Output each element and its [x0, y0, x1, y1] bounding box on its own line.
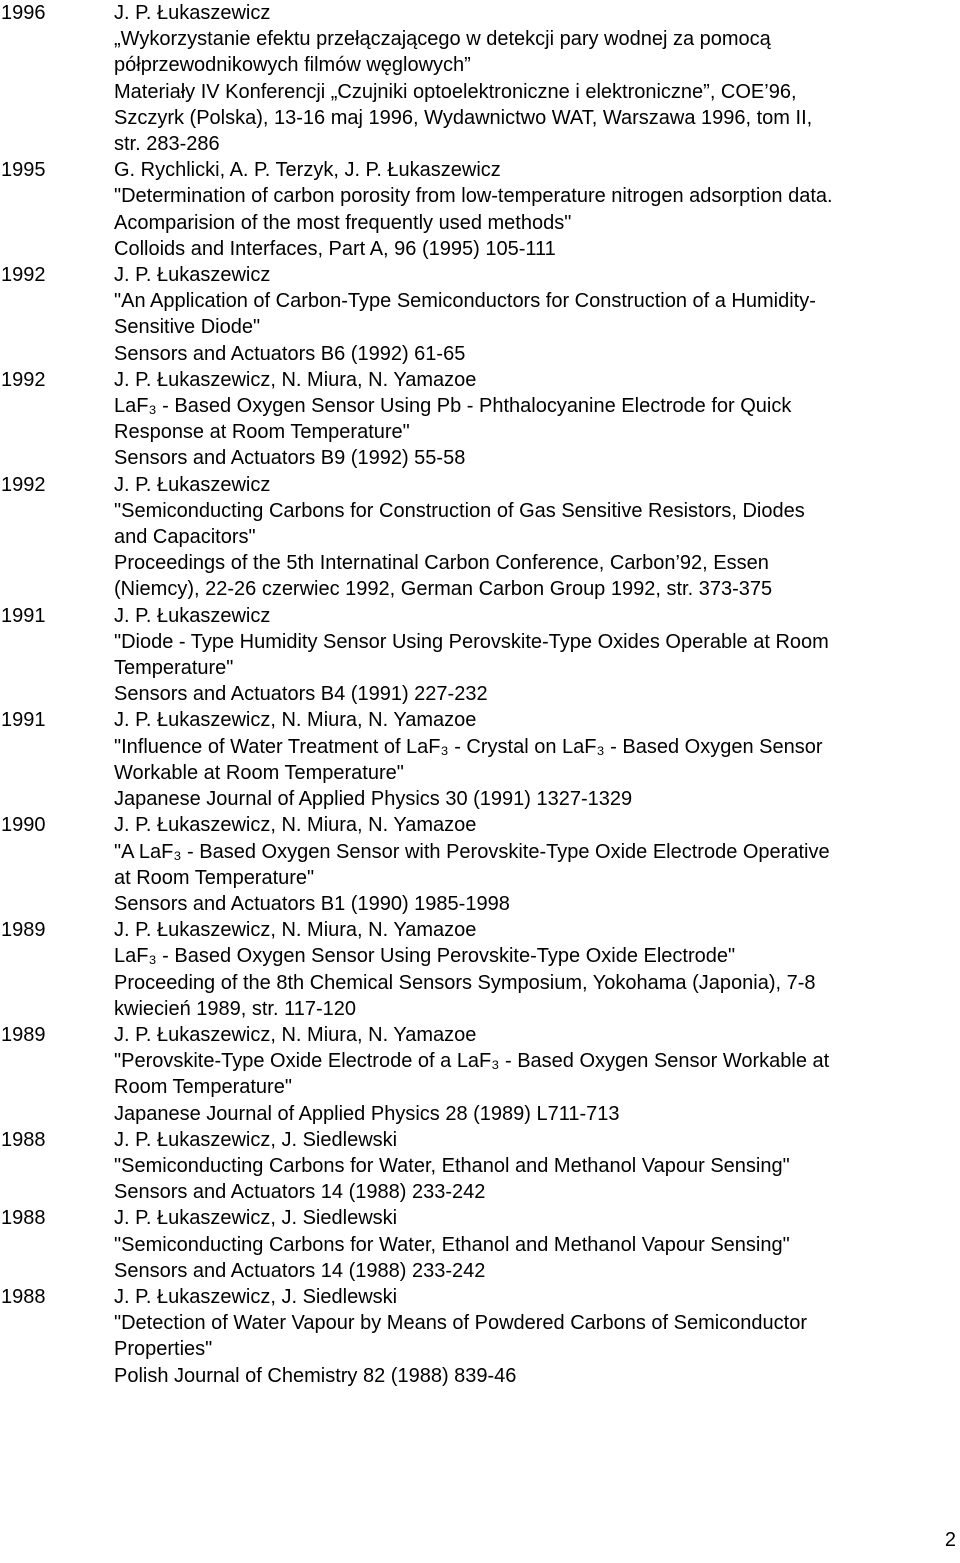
publication-line: Proceedings of the 5th Internatinal Carbon Conference, Carbon’92, Essen: [114, 552, 769, 575]
publication-year: 1992: [1, 473, 46, 496]
publication-entry: [0, 1022, 960, 1127]
publication-line: Sensors and Actuators B4 (1991) 227-232: [114, 683, 488, 706]
publication-line: "A LaF₃ - Based Oxygen Sensor with Perovskite-Type Oxide Electrode Operative: [114, 840, 830, 863]
publication-line: J. P. Łukaszewicz: [114, 264, 271, 287]
publication-year: 1996: [1, 2, 46, 24]
publication-line: J. P. Łukaszewicz: [114, 473, 271, 496]
publication-line: kwiecień 1989, str. 117-120: [114, 997, 357, 1020]
publication-line: Japanese Journal of Applied Physics 28 (1989) L711-713: [114, 1102, 620, 1125]
publication-line: "Semiconducting Carbons for Construction of Gas Sensitive Resistors, Diodes: [114, 499, 805, 522]
page-number: 2: [944, 1529, 956, 1551]
publication-year: 1990: [1, 814, 46, 837]
publication-line: półprzewodnikowych filmów węglowych”: [114, 54, 471, 77]
publication-line: at Room Temperature": [114, 866, 315, 889]
publication-line: J. P. Łukaszewicz: [114, 604, 271, 627]
publication-year: 1992: [1, 368, 46, 391]
publication-line: Szczyrk (Polska), 13-16 maj 1996, Wydawnictwo WAT, Warszawa 1996, tom II,: [114, 106, 813, 129]
publication-line: Room Temperature": [114, 1076, 292, 1099]
publication-year: 1988: [1, 1285, 46, 1308]
publication-year: 1992: [1, 264, 46, 287]
publication-year: 1995: [1, 159, 46, 182]
publication-line: Temperature": [114, 657, 234, 680]
publication-details: [114, 707, 960, 812]
publication-line: G. Rychlicki, A. P. Terzyk, J. P. Łukaszewicz: [114, 159, 501, 182]
publication-line: "Determination of carbon porosity from low-temperature nitrogen adsorption data.: [114, 185, 833, 208]
publication-line: Properties": [114, 1338, 213, 1361]
publication-line: J. P. Łukaszewicz, N. Miura, N. Yamazoe: [114, 814, 477, 837]
publication-year: 1989: [1, 919, 46, 942]
publication-line: LaF₃ - Based Oxygen Sensor Using Perovskite-Type Oxide Electrode": [114, 945, 736, 968]
publication-entry: [0, 1127, 960, 1206]
publication-details: [114, 917, 960, 1022]
publication-details: [114, 1205, 960, 1284]
publication-year: 1991: [1, 709, 46, 732]
publication-details: [114, 0, 960, 157]
publication-entry: [0, 262, 960, 367]
publication-entry: [0, 917, 960, 1022]
publication-line: Sensitive Diode": [114, 316, 261, 339]
publication-details: [114, 1284, 960, 1389]
publication-line: J. P. Łukaszewicz, J. Siedlewski: [114, 1207, 398, 1230]
publication-line: J. P. Łukaszewicz, N. Miura, N. Yamazoe: [114, 1023, 477, 1046]
publication-line: Workable at Room Temperature": [114, 761, 404, 784]
publication-line: Colloids and Interfaces, Part A, 96 (1995) 105-111: [114, 237, 556, 260]
publication-entry: [0, 603, 960, 708]
publication-entry: [0, 472, 960, 603]
publication-line: J. P. Łukaszewicz, J. Siedlewski: [114, 1128, 398, 1151]
publication-line: "Semiconducting Carbons for Water, Ethanol and Methanol Vapour Sensing": [114, 1233, 790, 1256]
publication-details: [114, 1127, 960, 1206]
publication-details: [114, 812, 960, 917]
publication-line: str. 283-286: [114, 133, 220, 156]
publication-line: Sensors and Actuators B1 (1990) 1985-1998: [114, 892, 510, 915]
publication-line: Sensors and Actuators B6 (1992) 61-65: [114, 342, 466, 365]
publication-entry: [0, 367, 960, 472]
publication-details: [114, 603, 960, 708]
publication-year: 1988: [1, 1128, 46, 1151]
publication-details: [114, 1022, 960, 1127]
publication-details: [114, 472, 960, 603]
publication-line: J. P. Łukaszewicz, J. Siedlewski: [114, 1285, 398, 1308]
publication-entry: [0, 1284, 960, 1389]
publication-line: Sensors and Actuators B9 (1992) 55-58: [114, 447, 466, 470]
publication-line: "Perovskite-Type Oxide Electrode of a LaF₃ - Based Oxygen Sensor Workable at: [114, 1050, 830, 1073]
publication-line: Sensors and Actuators 14 (1988) 233-242: [114, 1259, 486, 1282]
publication-details: [114, 367, 960, 472]
publication-line: "Detection of Water Vapour by Means of Powdered Carbons of Semiconductor: [114, 1312, 808, 1335]
publication-entry: [0, 707, 960, 812]
publication-details: [114, 157, 960, 262]
publication-line: "An Application of Carbon-Type Semiconductors for Construction of a Humidity-: [114, 290, 816, 313]
publication-line: Japanese Journal of Applied Physics 30 (1991) 1327-1329: [114, 788, 633, 811]
publication-year: 1988: [1, 1207, 46, 1230]
publication-line: Response at Room Temperature": [114, 421, 410, 444]
publication-entry: [0, 0, 960, 157]
publication-line: "Diode - Type Humidity Sensor Using Perovskite-Type Oxides Operable at Room: [114, 630, 829, 653]
publication-line: Acomparision of the most frequently used methods": [114, 211, 572, 234]
publication-line: „Wykorzystanie efektu przełączającego w detekcji pary wodnej za pomocą: [114, 28, 771, 51]
publication-details: [114, 262, 960, 367]
publication-line: "Influence of Water Treatment of LaF₃ - Crystal on LaF₃ - Based Oxygen Sensor: [114, 735, 823, 758]
publication-line: J. P. Łukaszewicz: [114, 2, 271, 24]
publication-line: J. P. Łukaszewicz, N. Miura, N. Yamazoe: [114, 368, 477, 391]
publication-entry: [0, 1205, 960, 1284]
publication-line: Sensors and Actuators 14 (1988) 233-242: [114, 1181, 486, 1204]
publication-line: Polish Journal of Chemistry 82 (1988) 839-46: [114, 1364, 517, 1387]
publication-line: LaF₃ - Based Oxygen Sensor Using Pb - Phthalocyanine Electrode for Quick: [114, 395, 792, 418]
publication-year: 1991: [1, 604, 46, 627]
publication-year: 1989: [1, 1023, 46, 1046]
publication-entry: [0, 812, 960, 917]
publication-line: J. P. Łukaszewicz, N. Miura, N. Yamazoe: [114, 709, 477, 732]
publication-line: Materiały IV Konferencji „Czujniki optoelektroniczne i elektroniczne”, COE’96,: [114, 80, 797, 103]
publication-line: "Semiconducting Carbons for Water, Ethanol and Methanol Vapour Sensing": [114, 1154, 790, 1177]
publication-line: and Capacitors": [114, 526, 256, 549]
publication-line: (Niemcy), 22-26 czerwiec 1992, German Carbon Group 1992, str. 373-375: [114, 578, 773, 601]
publication-entry: [0, 157, 960, 262]
publication-line: Proceeding of the 8th Chemical Sensors Symposium, Yokohama (Japonia), 7-8: [114, 971, 816, 994]
publication-line: J. P. Łukaszewicz, N. Miura, N. Yamazoe: [114, 919, 477, 942]
